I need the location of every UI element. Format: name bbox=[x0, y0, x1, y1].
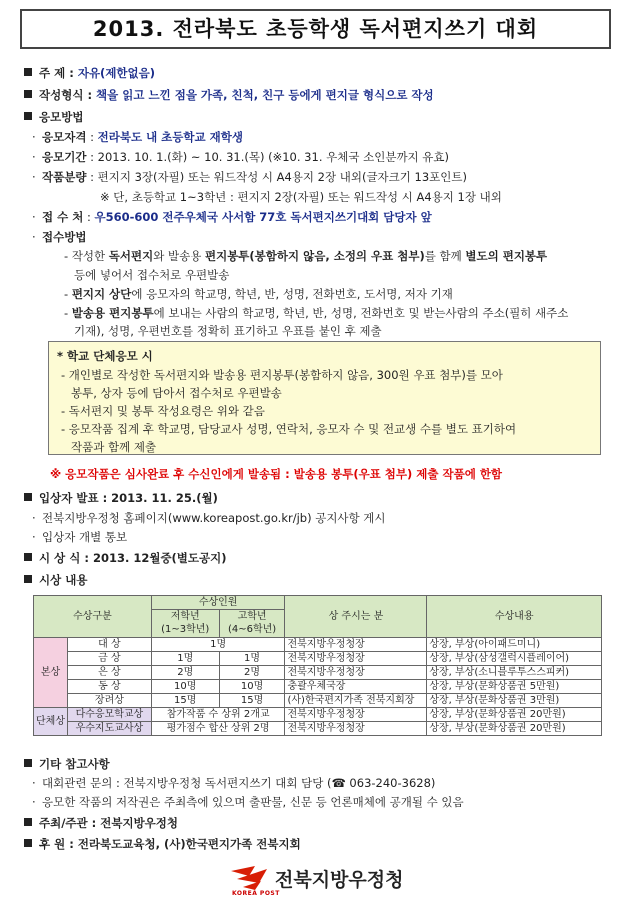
header-lower: 저학년 bbox=[151, 610, 219, 624]
square-bullet-icon bbox=[24, 759, 32, 767]
theme-value: 자유(제한없음) bbox=[77, 66, 156, 80]
page-title: 2013. 전라북도 초등학생 독서편지쓰기 대회 bbox=[20, 9, 611, 49]
period-row: · 응모기간 : 2013. 10. 1.(화) ~ 10. 31.(목) (※10. 31. 우체국 소인분까지 유효) bbox=[32, 150, 450, 164]
theme-row: 주 제 : 자유(제한없음) bbox=[24, 65, 155, 81]
group-item-1: - 개인별로 작성한 독서편지와 발송용 편지봉투(봉함하지 않음, 300원 우표 첨부)를 모아 bbox=[61, 368, 503, 382]
group-item-3: - 응모작품 집계 후 학교명, 담당교사 성명, 연락처, 응모자 수 및 전교생 수를 별도 표기하여 bbox=[61, 422, 517, 436]
table-row: 장려상 15명 15명 (사)한국편지가족 전북지회장 상장, 부상(문화상품권 3만원) bbox=[34, 694, 602, 708]
ceremony-row: 시 상 식 : 2013. 12월중(별도공지) bbox=[24, 550, 227, 566]
header-prize: 수상내용 bbox=[427, 596, 602, 638]
procedure-item-3: - 발송용 편지봉투에 보내는 사람의 학교명, 학년, 반, 성명, 전화번호 및 받는사람의 주소(필히 새주소 bbox=[64, 306, 569, 320]
winners-row: 입상자 발표 : 2013. 11. 25.(월) bbox=[24, 490, 218, 506]
table-row: 은 상 2명 2명 전북지방우정청장 상장, 부상(소니블루투스스피커) bbox=[34, 666, 602, 680]
awards-heading: 시상 내용 bbox=[24, 572, 87, 588]
group-title: * 학교 단체응모 시 bbox=[57, 349, 153, 363]
logo-sub-text: KOREA POST bbox=[232, 890, 280, 897]
group-submission-box bbox=[48, 341, 601, 455]
awards-table bbox=[33, 595, 602, 736]
group-personal: 본상 bbox=[34, 638, 68, 708]
procedure-item-2: - 편지지 상단에 응모자의 학교명, 학년, 반, 성명, 전화번호, 도서명, 저자 기재 bbox=[64, 287, 453, 301]
table-row: 동 상 10명 10명 충괄우체국장 상장, 부상(문화상품권 5만원) bbox=[34, 680, 602, 694]
format-value: 책을 읽고 느낀 점을 가족, 친척, 친구 등에게 편지글 형식으로 작성 bbox=[96, 88, 434, 102]
table-row: 단체상 다수응모학교상 참가작품 수 상위 2개교 전북지방우정청장 상장, 부상(문화상품권 20만원) bbox=[34, 708, 602, 722]
amount-note: ※ 단, 초등학교 1~3학년 : 편지지 2장(자필) 또는 워드작성 시 A4용지 1장 내외 bbox=[100, 190, 502, 204]
header-count: 수상인원 bbox=[151, 596, 285, 610]
square-bullet-icon bbox=[24, 839, 32, 847]
square-bullet-icon bbox=[24, 112, 32, 120]
group-item-1-cont: 봉투, 상자 등에 담아서 접수처로 우편발송 bbox=[71, 386, 282, 400]
group-item-3-cont: 작품과 함께 제출 bbox=[71, 440, 157, 454]
sponsor-row: 후 원 : 전라북도교육청, (사)한국편지가족 전북지회 bbox=[24, 836, 301, 852]
method-heading: 응모방법 bbox=[24, 109, 83, 125]
procedure-item-1: - 작성한 독서편지와 발송용 편지봉투(봉함하지 않음, 소정의 우표 첨부)를 함께 별도의 편지봉투 bbox=[64, 249, 548, 263]
format-row: 작성형식 : 책을 읽고 느낀 점을 가족, 친척, 친구 등에게 편지글 형식으로 작성 bbox=[24, 87, 434, 103]
korea-post-logo bbox=[229, 861, 419, 897]
square-bullet-icon bbox=[24, 575, 32, 583]
etc-item-1: · 대회관련 문의 : 전북지방우정청 독서편지쓰기 대회 담당 (☎ 063-240-3628) bbox=[32, 776, 436, 790]
table-row: 본상 대 상 1명 전북지방우정청장 상장, 부상(아이패드미니) bbox=[34, 638, 602, 652]
etc-heading: 기타 참고사항 bbox=[24, 756, 110, 772]
header-upper: 고학년 bbox=[219, 610, 285, 624]
receiver-row: · 접 수 처 : 우560-600 전주우체국 사서함 77호 독서편지쓰기대회 담당자 앞 bbox=[32, 210, 432, 224]
return-notice: ※ 응모작품은 심사완료 후 수신인에게 발송됨 : 발송용 봉투(우표 첨부) 제출 작품에 한함 bbox=[50, 467, 503, 481]
logo-text: 전북지방우정청 bbox=[275, 869, 404, 891]
header-lower-sub: (1~3학년) bbox=[151, 624, 219, 638]
winners-item-2: · 입상자 개별 통보 bbox=[32, 530, 128, 544]
square-bullet-icon bbox=[24, 493, 32, 501]
korea-post-emblem-icon bbox=[229, 863, 269, 891]
table-row: 금 상 1명 1명 전북지방우정청장 상장, 부상(삼성갤럭시플레이어) bbox=[34, 652, 602, 666]
group-item-2: - 독서편지 및 봉투 작성요령은 위와 같음 bbox=[61, 404, 265, 418]
table-header-row bbox=[34, 596, 602, 610]
square-bullet-icon bbox=[24, 90, 32, 98]
group-team: 단체상 bbox=[34, 708, 68, 736]
procedure-item-3-cont: 기재), 성명, 우편번호를 정확히 표기하고 우표를 붙인 후 제출 bbox=[74, 324, 382, 338]
header-category: 수상구분 bbox=[34, 596, 152, 638]
procedure-item-1-cont: 등에 넣어서 접수처로 우편발송 bbox=[74, 268, 230, 282]
amount-row: · 작품분량 : 편지지 3장(자필) 또는 워드작성 시 A4용지 2장 내외(글자크기 13포인트) bbox=[32, 170, 467, 184]
procedure-heading: · 접수방법 bbox=[32, 230, 87, 244]
qualification-row: · 응모자격 : 전라북도 내 초등학교 재학생 bbox=[32, 130, 243, 144]
winners-item-1: · 전북지방우정청 홈페이지(www.koreapost.go.kr/jb) 공지사항 게시 bbox=[32, 511, 386, 525]
header-upper-sub: (4~6학년) bbox=[219, 624, 285, 638]
table-row: 우수지도교사상 평가점수 합산 상위 2명 전북지방우정청장 상장, 부상(문화상품권 20만원) bbox=[34, 722, 602, 736]
header-giver: 상 주시는 분 bbox=[285, 596, 427, 638]
host-row: 주최/주관 : 전북지방우정청 bbox=[24, 815, 178, 831]
square-bullet-icon bbox=[24, 818, 32, 826]
square-bullet-icon bbox=[24, 553, 32, 561]
etc-item-2: · 응모한 작품의 저작권은 주최측에 있으며 출판물, 신문 등 언론매체에 공개될 수 있음 bbox=[32, 795, 464, 809]
square-bullet-icon bbox=[24, 68, 32, 76]
